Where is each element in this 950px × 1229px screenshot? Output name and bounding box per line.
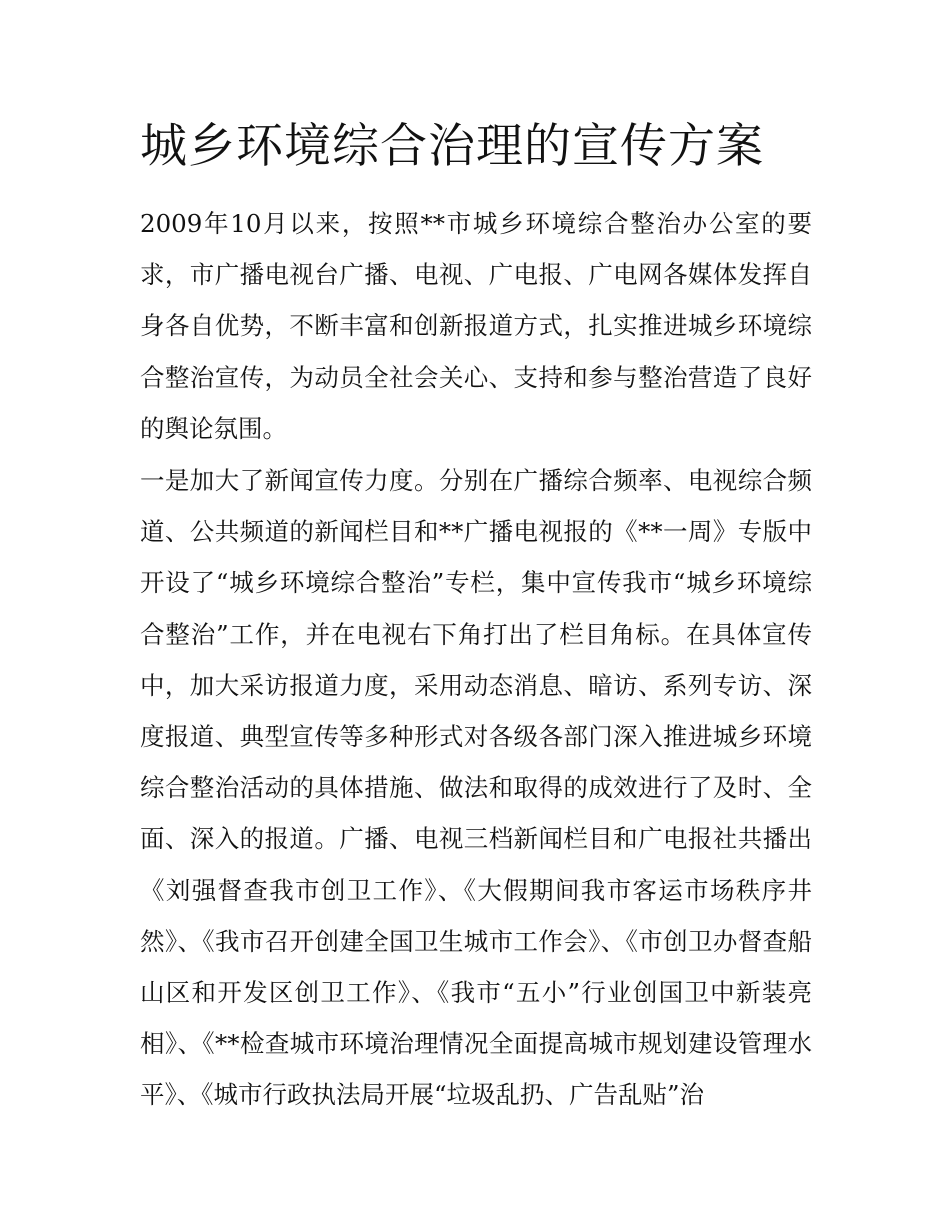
paragraph-intro: 2009年10月以来，按照**市城乡环境综合整治办公室的要求，市广播电视台广播、电视、广电报、广电网各媒体发挥自身各自优势，不断丰富和创新报道方式，扎实推进城乡环境综合整治宣传，为动员全社会关心、支持和参与整治营造了良好的舆论氛围。 [140,209,812,443]
paragraph-news-publicity: 一是加大了新闻宣传力度。分别在广播综合频率、电视综合频道、公共频道的新闻栏目和**广播电视报的《**一周》专版中开设了“城乡环境综合整治”专栏，集中宣传我市“城乡环境综合整治”工作，并在电视右下角打出了栏目角标。在具体宣传中，加大采访报道力度，采用动态消息、暗访、系列专访、深度报道、典型宣传等多种形式对各级各部门深入推进城乡环境综合整治活动的具体措施、做法和取得的成效进行了及时、全面、深入的报道。广播、电视三档新闻栏目和广电报社共播出《刘强督查我市创卫工作》、《大假期间我市客运市场秩序井然》、《我市召开创建全国卫生城市工作会》、《市创卫办督查船山区和开发区创卫工作》、《我市“五小”行业创国卫中新装亮相》、《**检查城市环境治理情况全面提高城市规划建设管理水平》、《城市行政执法局开展“垃圾乱扔、广告乱贴”治 [140,466,812,1110]
document-title: 城乡环境综合治理的宣传方案 [140,119,764,174]
